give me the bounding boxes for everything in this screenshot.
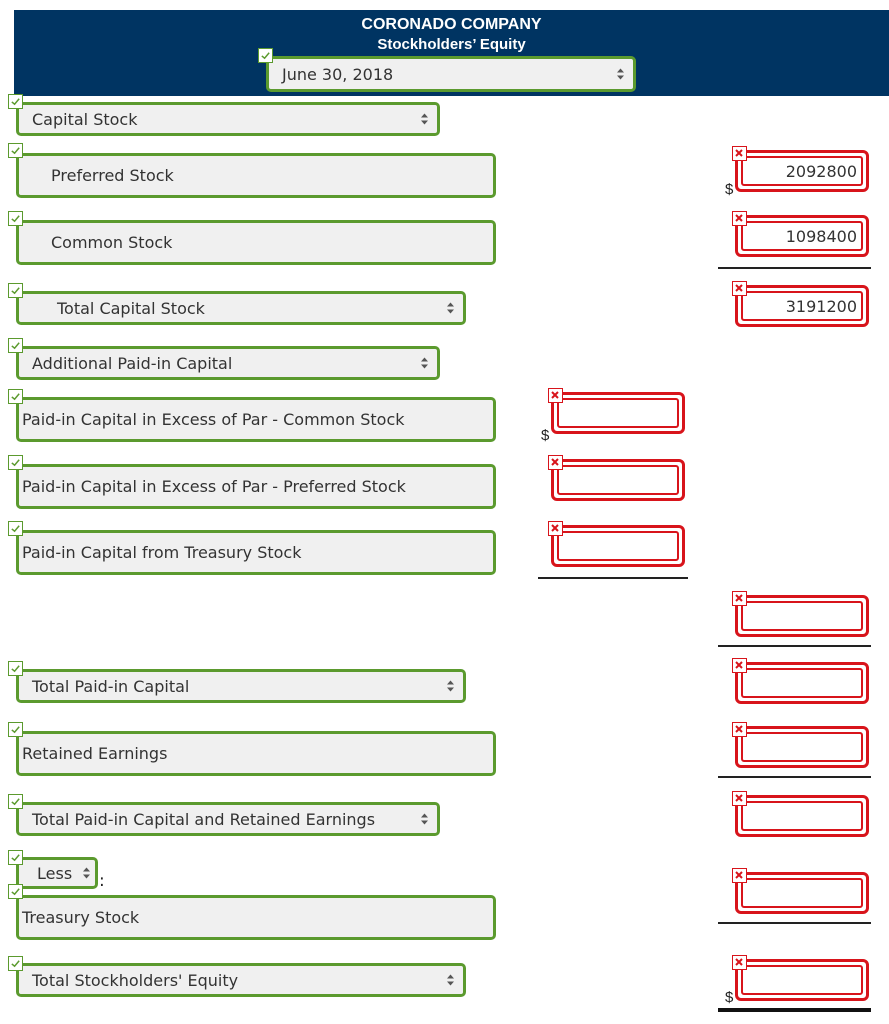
total-equity-select[interactable] [16, 963, 466, 997]
common-stock-amount[interactable] [735, 215, 869, 257]
additional-paid-in-subtotal-value [741, 601, 863, 631]
subtotal-rule [718, 776, 871, 778]
select-arrows-icon [616, 68, 625, 81]
common-stock-amount-value: 1098400 [741, 221, 863, 251]
dollar-sign: $ [725, 989, 734, 1006]
correct-check-icon [8, 521, 23, 536]
total-pic-re-amount-value [741, 801, 863, 831]
subtotal-rule [718, 645, 871, 647]
pic-preferred-label: Paid-in Capital in Excess of Par - Preferred Stock [22, 477, 406, 496]
correct-check-icon [8, 338, 23, 353]
pic-treasury-amount[interactable] [551, 525, 685, 567]
incorrect-x-icon [548, 455, 563, 470]
select-arrows-icon [82, 867, 91, 880]
subtotal-rule [538, 577, 688, 579]
date-select[interactable] [266, 56, 636, 92]
pic-treasury-amount-value [557, 531, 679, 561]
total-paid-in-label: Total Paid-in Capital [32, 676, 190, 696]
pic-common-field[interactable] [16, 397, 496, 442]
colon: : [99, 871, 105, 891]
dollar-sign: $ [541, 427, 550, 444]
total-paid-in-amount-value [741, 668, 863, 698]
incorrect-x-icon [732, 281, 747, 296]
correct-check-icon [8, 455, 23, 470]
correct-check-icon [8, 211, 23, 226]
retained-earnings-amount[interactable] [735, 726, 869, 768]
incorrect-x-icon [548, 521, 563, 536]
pic-treasury-label: Paid-in Capital from Treasury Stock [22, 543, 302, 562]
correct-check-icon [8, 661, 23, 676]
treasury-stock-amount-value [741, 878, 863, 908]
treasury-stock-label: Treasury Stock [22, 908, 140, 927]
total-pic-re-amount[interactable] [735, 795, 869, 837]
incorrect-x-icon [548, 388, 563, 403]
correct-check-icon [8, 389, 23, 404]
total-paid-in-select[interactable] [16, 669, 466, 703]
total-paid-in-amount[interactable] [735, 662, 869, 704]
select-arrows-icon [420, 813, 429, 826]
correct-check-icon [8, 956, 23, 971]
additional-paid-in-subtotal-amount[interactable] [735, 595, 869, 637]
incorrect-x-icon [732, 146, 747, 161]
correct-check-icon [8, 794, 23, 809]
capital-stock-label: Capital Stock [32, 109, 138, 129]
double-underline-rule [718, 1008, 871, 1012]
incorrect-x-icon [732, 722, 747, 737]
retained-earnings-label: Retained Earnings [22, 744, 168, 763]
date-select-value: June 30, 2018 [282, 64, 394, 84]
total-pic-re-select[interactable] [16, 802, 440, 836]
correct-check-icon [8, 884, 23, 899]
pic-treasury-field[interactable] [16, 530, 496, 575]
retained-earnings-amount-value [741, 732, 863, 762]
incorrect-x-icon [732, 591, 747, 606]
correct-check-icon [8, 850, 23, 865]
preferred-stock-label: Preferred Stock [51, 166, 174, 185]
preferred-stock-field[interactable] [16, 153, 496, 198]
incorrect-x-icon [732, 868, 747, 883]
additional-paid-in-select[interactable] [16, 346, 440, 380]
pic-common-amount-value [557, 398, 679, 428]
preferred-stock-amount[interactable] [735, 150, 869, 192]
correct-check-icon [8, 143, 23, 158]
pic-common-amount[interactable] [551, 392, 685, 434]
subtotal-rule [718, 267, 871, 269]
total-equity-amount[interactable] [735, 959, 869, 1001]
total-equity-label: Total Stockholders' Equity [32, 970, 239, 990]
select-arrows-icon [446, 302, 455, 315]
correct-check-icon [8, 722, 23, 737]
capital-stock-select[interactable] [16, 102, 440, 136]
select-arrows-icon [446, 974, 455, 987]
total-capital-stock-label: Total Capital Stock [57, 298, 205, 318]
common-stock-label: Common Stock [51, 233, 173, 252]
select-arrows-icon [420, 357, 429, 370]
incorrect-x-icon [732, 791, 747, 806]
statement-title: Stockholders’ Equity [377, 36, 526, 53]
correct-check-icon [258, 48, 273, 63]
common-stock-field[interactable] [16, 220, 496, 265]
subtotal-rule [718, 922, 871, 924]
total-capital-stock-amount[interactable] [735, 285, 869, 327]
preferred-stock-amount-value: 2092800 [741, 156, 863, 186]
pic-preferred-amount-value [557, 465, 679, 495]
company-name: CORONADO COMPANY [361, 16, 542, 33]
treasury-stock-field[interactable] [16, 895, 496, 940]
incorrect-x-icon [732, 211, 747, 226]
pic-preferred-amount[interactable] [551, 459, 685, 501]
additional-paid-in-label: Additional Paid-in Capital [32, 353, 233, 373]
total-pic-re-label: Total Paid-in Capital and Retained Earnings [32, 809, 376, 829]
pic-common-label: Paid-in Capital in Excess of Par - Common Stock [22, 410, 405, 429]
select-arrows-icon [446, 680, 455, 693]
treasury-stock-amount[interactable] [735, 872, 869, 914]
incorrect-x-icon [732, 658, 747, 673]
incorrect-x-icon [732, 955, 747, 970]
correct-check-icon [8, 94, 23, 109]
retained-earnings-field[interactable] [16, 731, 496, 776]
less-label: Less [37, 863, 73, 883]
less-select[interactable] [16, 857, 98, 889]
pic-preferred-field[interactable] [16, 464, 496, 509]
total-equity-amount-value [741, 965, 863, 995]
total-capital-stock-amount-value: 3191200 [741, 291, 863, 321]
correct-check-icon [8, 283, 23, 298]
dollar-sign: $ [725, 181, 734, 198]
total-capital-stock-select[interactable] [16, 291, 466, 325]
select-arrows-icon [420, 113, 429, 126]
